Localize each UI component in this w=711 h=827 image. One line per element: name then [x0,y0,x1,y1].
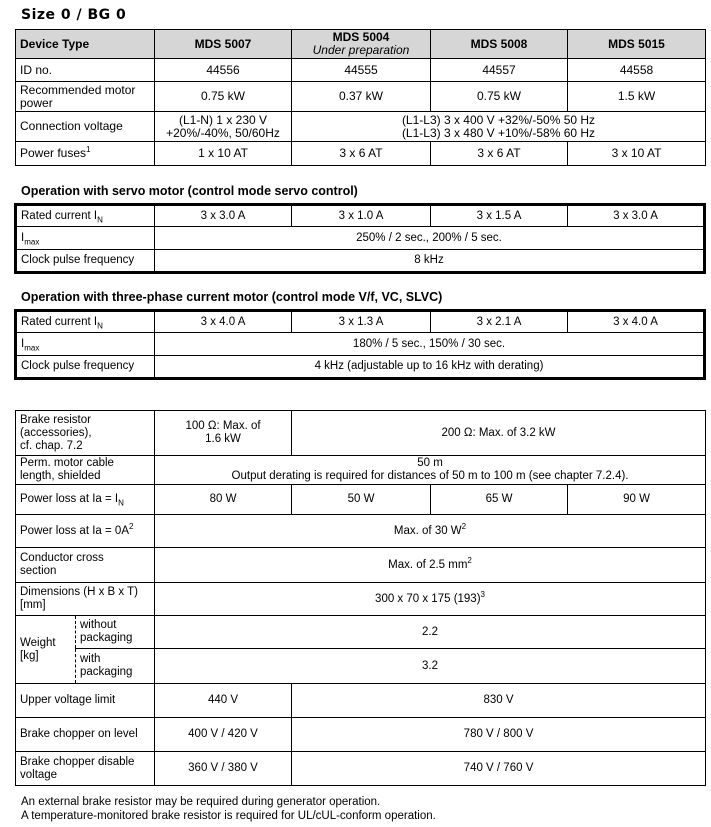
cell: 200 Ω: Max. of 3.2 kW [292,411,706,456]
row-label-id: ID no. [16,59,155,82]
cell: 3 x 3.0 A [568,205,705,227]
cell: 3 x 6 AT [431,142,568,166]
three-phase-table [14,309,706,380]
table-row [16,112,706,142]
table-row [16,142,706,166]
column-header-device-type: Device Type [16,30,155,59]
row-label-chopper-on: Brake chopper on level [16,718,155,752]
cell: 44558 [568,59,706,82]
column-header-mds5008: MDS 5008 [431,30,568,59]
cell: 250% / 2 sec., 200% / 5 sec. [155,227,705,250]
row-label-rated-current: Rated current $I_N$ [16,311,155,333]
cell: 3 x 1.5 A [431,205,568,227]
row-label-weight: Weight [kg] [16,616,76,684]
servo-table [14,203,706,274]
cell: Max. of 2.5 $mm^2$ [155,548,706,583]
row-sublabel-without-packaging: without packaging [76,616,155,649]
cell: 3 x 1.3 A [292,311,431,333]
cell: Max. of 30 $W^2$ [155,515,706,548]
under-preparation-note: Under preparation [312,43,410,57]
row-label-brake-resistor: Brake resistor (accessories), cf. chap. 7.2 [16,411,155,456]
table-row [16,311,705,333]
cell: 360 V / 380 V [155,752,292,786]
row-sublabel-with-packaging: with packaging [76,649,155,684]
cell: 100 Ω: Max. of 1.6 kW [155,411,292,456]
three-phase-section-heading: Operation with three-phase current motor (control mode V/f, VC, SLVC) [21,290,443,304]
cell: 740 V / 760 V [292,752,706,786]
cell: 3 x 4.0 A [568,311,705,333]
cell: 3 x 10 AT [568,142,706,166]
row-label-cable-length: Perm. motor cable length, shielded [16,456,155,485]
footnotes [21,795,436,823]
cell: 0.37 kW [292,82,431,112]
table-row [16,583,706,616]
table-row [16,250,705,273]
cell: 44555 [292,59,431,82]
row-label-conductor: Conductor cross section [16,548,155,583]
device-spec-table [15,29,706,166]
cell: 3 x 1.0 A [292,205,431,227]
cell: 3 x 2.1 A [431,311,568,333]
table-row [16,485,706,515]
cell [292,112,706,142]
cell: 4 kHz (adjustable up to 16 kHz with derating) [155,356,705,379]
cell-line: +20%/-40%, 50/60Hz [166,125,280,140]
table-row [16,356,705,379]
row-label-imax: $I_{max}$ [16,227,155,250]
table-row [16,548,706,583]
column-header-mds5007: MDS 5007 [155,30,292,59]
row-label-rated-current: Rated current $I_N$ [16,205,155,227]
cell: 0.75 kW [155,82,292,112]
note-line: A temperature-monitored brake resistor is required for UL/cUL-conform operation. [21,810,436,822]
table-row [16,515,706,548]
cell-line: (L1-L3) 3 x 400 V +32%/-50% 50 Hz [401,112,596,127]
page-title: Size 0 / BG 0 [21,7,127,23]
cell: 90 W [568,485,706,515]
cell [155,112,292,142]
cell: 50 m Output derating is required for distances of 50 m to 100 m (see chapter 7.2.4). [155,456,706,485]
servo-section-heading: Operation with servo motor (control mode servo control) [21,184,358,198]
table-row [16,456,706,485]
row-label-connection-voltage: Connection voltage [16,112,155,142]
column-header-mds5015: MDS 5015 [568,30,706,59]
row-label-power-loss-in: Power loss at $Ia = I_N$ [16,485,155,515]
row-label-imax: $I_{max}$ [16,333,155,356]
cell: 3 x 4.0 A [155,311,292,333]
cell: 2.2 [155,616,706,649]
row-label-clock: Clock pulse frequency [16,250,155,273]
cell: 65 W [431,485,568,515]
row-label-chopper-off: Brake chopper disable voltage [16,752,155,786]
cell: 3 x 3.0 A [155,205,292,227]
cell: 180% / 5 sec., 150% / 30 sec. [155,333,705,356]
cell: 44556 [155,59,292,82]
table-row [16,333,705,356]
cell: 440 V [155,684,292,718]
cell: 0.75 kW [431,82,568,112]
table-row [16,649,706,684]
cell: 3 x 6 AT [292,142,431,166]
cell-line: (L1-N) 1 x 230 V [178,112,268,127]
cell: 8 kHz [155,250,705,273]
table-row [16,616,706,649]
table-row [16,205,705,227]
row-label-dimensions: Dimensions (H x B x T) [mm] [16,583,155,616]
table-row [16,752,706,786]
table-row [16,684,706,718]
cell: 830 V [292,684,706,718]
cell: 3.2 [155,649,706,684]
row-label-clock: Clock pulse frequency [16,356,155,379]
cell: 780 V / 800 V [292,718,706,752]
cell: 1.5 kW [568,82,706,112]
cell-line: (L1-L3) 3 x 480 V +10%/-58% 60 Hz [401,125,596,140]
table-row [16,82,706,112]
cell: 300 x 70 x 175 $(193)^3$ [155,583,706,616]
row-label-upper-voltage: Upper voltage limit [16,684,155,718]
cell: 400 V / 420 V [155,718,292,752]
table-row [16,227,705,250]
table-row [16,59,706,82]
note-line: An external brake resistor may be required during generator operation. [21,796,381,808]
cell: 80 W [155,485,292,515]
column-header-mds5004: MDS 5004 Under preparation [292,30,431,59]
table-row [16,411,706,456]
general-spec-table [15,410,706,786]
row-label-power-fuses: Power fuses$^1$ [16,142,155,166]
cell: 1 x 10 AT [155,142,292,166]
cell: 44557 [431,59,568,82]
row-label-power-loss-0: Power loss at $Ia = 0A^2$ [16,515,155,548]
row-label-motor-power: Recommended motor power [16,82,155,112]
table-row [16,718,706,752]
cell: 50 W [292,485,431,515]
